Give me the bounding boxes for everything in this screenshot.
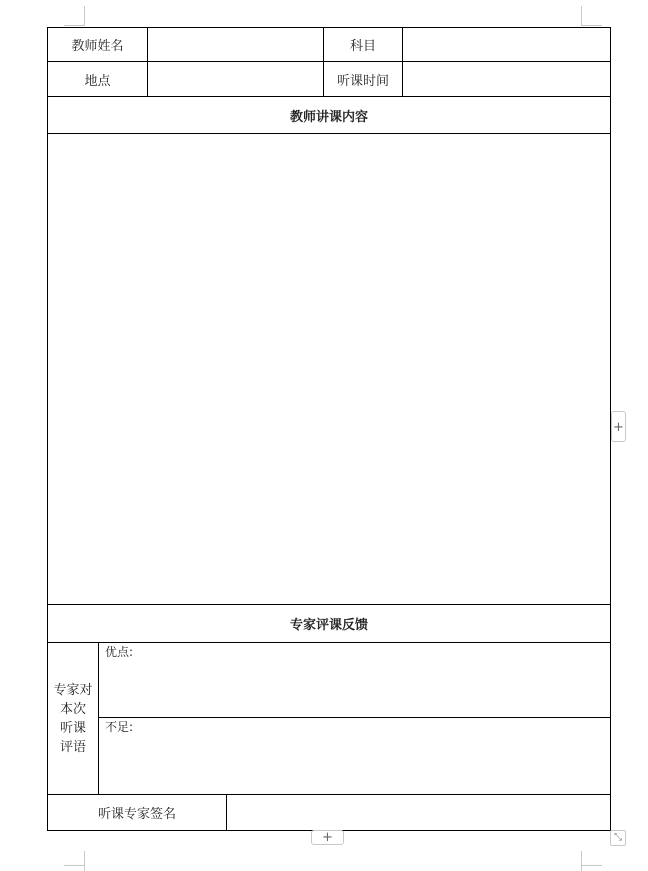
subject-label: 科目	[324, 28, 403, 62]
comment-label-line: 专家对	[53, 682, 93, 698]
time-value-cell[interactable]	[403, 62, 611, 97]
table-row	[48, 134, 611, 605]
weaknesses-cell[interactable]	[99, 718, 611, 795]
location-value-cell[interactable]	[148, 62, 324, 97]
page-corner-mark	[582, 865, 602, 866]
signature-label: 听课专家签名	[48, 795, 227, 831]
page-corner-mark	[64, 865, 84, 866]
strengths-cell[interactable]	[99, 643, 611, 718]
teacher-name-label: 教师姓名	[48, 28, 148, 62]
page-corner-mark	[581, 6, 582, 26]
page-corner-mark	[64, 25, 84, 26]
subject-value-cell[interactable]	[403, 28, 611, 62]
table-resize-handle[interactable]: ⤡	[610, 830, 626, 846]
comment-label-line: 本次	[59, 701, 86, 717]
comment-label-line: 听课	[59, 720, 86, 736]
add-row-button[interactable]: +	[311, 830, 344, 845]
add-column-button[interactable]: +	[611, 411, 626, 442]
page-corner-mark	[84, 851, 85, 871]
weaknesses-label: 不足:	[105, 720, 134, 734]
teacher-name-value-cell[interactable]	[148, 28, 324, 62]
page-corner-mark	[581, 851, 582, 871]
table-row	[48, 97, 611, 134]
comment-label-line: 评语	[59, 739, 86, 755]
feedback-heading: 专家评课反馈	[48, 605, 611, 643]
lecture-content-cell[interactable]	[48, 134, 611, 605]
content-heading: 教师讲课内容	[48, 97, 611, 134]
table-row	[48, 605, 611, 643]
location-label: 地点	[48, 62, 148, 97]
time-label: 听课时间	[324, 62, 403, 97]
comment-label	[48, 643, 99, 795]
page-corner-mark	[582, 25, 602, 26]
table-row	[48, 643, 611, 718]
table-row	[48, 795, 611, 831]
strengths-label: 优点:	[105, 645, 134, 659]
lecture-evaluation-table	[47, 27, 611, 831]
signature-value-cell[interactable]	[227, 795, 611, 831]
table-row	[48, 718, 611, 795]
table-row	[48, 62, 611, 97]
page-corner-mark	[84, 6, 85, 26]
table-row	[48, 28, 611, 62]
